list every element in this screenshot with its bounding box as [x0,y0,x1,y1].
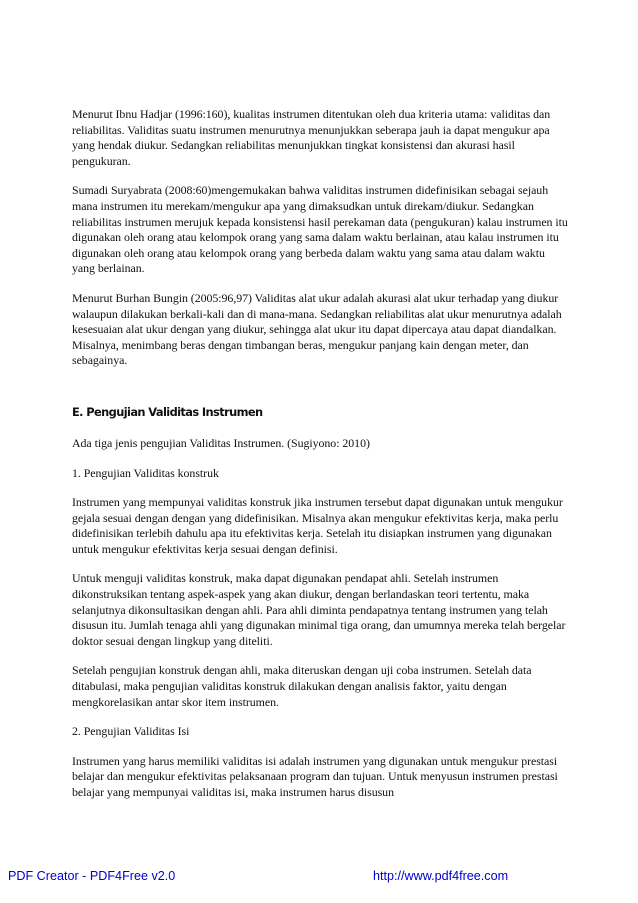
paragraph-construct-expert: Untuk menguji validitas konstruk, maka dapat digunakan pendapat ahli. Setelah instrumen dikonstruksikan tentang aspek-aspek yang akan diukur, dengan berlandaskan teori tertentu, maka selanjutnya dikonsultasikan dengan ahli. Para ahli diminta pendapatnya tentang instrumen yang telah disusun itu. Jumlah tenaga ahli yang digunakan minimal tiga orang, dan umumnya mereka telah bergelar doktor sesuai dengan lingkup yang diteliti. [72,571,566,648]
paragraph-intro-types: Ada tiga jenis pengujian Validitas Instrumen. (Sugiyono: 2010) [72,435,370,450]
document-body [72,107,570,815]
subheading-construct-validity: 1. Pengujian Validitas konstruk [72,465,219,480]
pdf-footer [0,869,638,887]
subheading-content-validity: 2. Pengujian Validitas Isi [72,724,190,739]
paragraph-content-validity: Instrumen yang harus memiliki validitas isi adalah instrumen yang digunakan untuk mengukur prestasi belajar dan mengukur efektivitas pelaksanaan program dan tujuan. Untuk menyusun instrumen prestasi belajar yang mempunyai validitas isi, maka instrumen harus disusun [72,753,558,799]
paragraph-sumadi-suryabrata: Sumadi Suryabrata (2008:60)mengemukakan bahwa validitas instrumen didefinisikan sebagai sejauh mana instrumen itu merekam/mengukur apa yang dimaksudkan untuk direkam/diukur. Sedangkan reliabilitas instrumen merujuk kepada konsistensi hasil perekaman data (pengukuran) kalau instrumen itu digunakan oleh orang atau kelompok orang yang sama dalam waktu berlainan, atau kalau instrumen itu digunakan oleh orang atau kelompok orang yang berbeda dalam waktu yang sama atau dalam waktu yang berlainan. [72,183,568,276]
paragraph-ibnu-hadjar: Menurut Ibnu Hadjar (1996:160), kualitas instrumen ditentukan oleh dua kriteria utama: validitas dan reliabilitas. Validitas suatu instrumen menurutnya menunjukkan seberapa jauh ia dapat mengukur apa yang hendak diukur. Sedangkan reliabilitas menunjukkan tingkat konsistensi dan akurasi hasil pengukuran. [72,107,551,168]
pdf4free-link[interactable]: http://www.pdf4free.com [373,869,509,883]
section-heading: E. Pengujian Validitas Instrumen [72,404,263,419]
paragraph-burhan-bungin: Menurut Burhan Bungin (2005:96,97) Validitas alat ukur adalah akurasi alat ukur terhadap yang diukur walaupun dilakukan berkali-kali dan di mana-mana. Sedangkan reliabilitas alat ukur menurutnya adalah kesesuaian alat ukur dengan yang diukur, sehingga alat ukur itu dapat dipercaya atau dapat diandalkan. Misalnya, menimbang beras dengan timbangan beras, mengukur panjang kain dengan meter, dan sebagainya. [72,290,562,368]
paragraph-construct-definition: Instrumen yang mempunyai validitas konstruk jika instrumen tersebut dapat digunakan untuk mengukur gejala sesuai dengan dengan yang didefinisikan. Misalnya akan mengukur efektivitas kerja, maka perlu didefinisikan terlebih dahulu apa itu efektivitas kerja. Setelah itu disiapkan instrumen yang digunakan untuk mengukur efektivitas kerja sesuai dengan definisi. [72,495,563,556]
paragraph-construct-trial: Setelah pengujian konstruk dengan ahli, maka diteruskan dengan uji coba instrumen. Setelah data ditabulasi, maka pengujian validitas konstruk dilakukan dengan analisis faktor, yaitu dengan mengkorelasikan antar skor item instrumen. [72,663,532,709]
pdf-creator-label: PDF Creator - PDF4Free v2.0 [8,869,176,883]
